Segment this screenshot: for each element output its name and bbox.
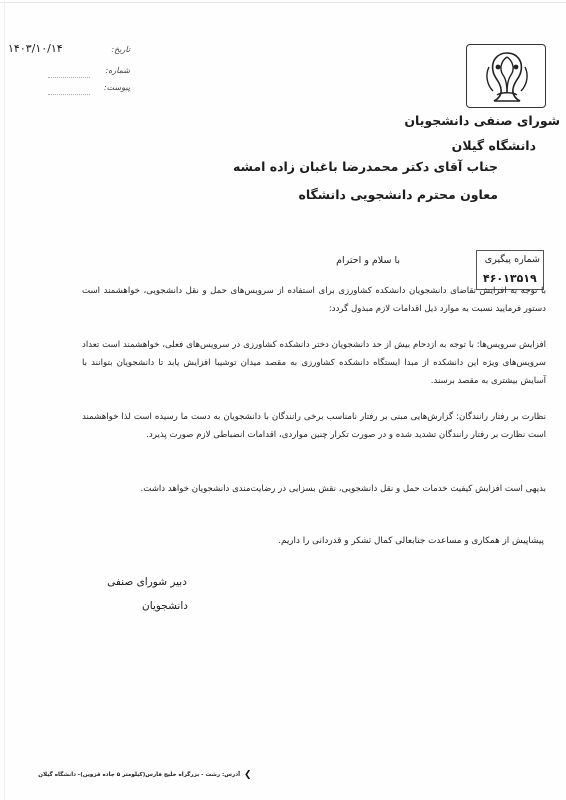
closing-paragraph: پیشاپیش از همکاری و مساعدت جنابعالی کمال تشکر و قدردانی را داریم.	[278, 536, 544, 546]
conclusion-paragraph: بدیهی است افزایش کیفیت خدمات حمل و نقل دانشجویی، نقش بسزایی در رضایت‌مندی دانشجویان خواهد داشت.	[140, 484, 546, 494]
date-label: تاریخ:	[111, 45, 130, 54]
recipient-name: جناب آقای دکتر محمدرضا باغبان زاده امشه	[233, 159, 498, 174]
left-edge-line	[4, 0, 5, 800]
service-increase-paragraph: افزایش سرویس‌ها: با توجه به ازدحام بیش از حد دانشجویان دختر دانشکده کشاورزی در سرویس‌های فعلی، خواهشمند است تعداد سرویس‌های ویژه این دانشکده از مبدا ایستگاه دانشکده کشاورزی به مقصد میدان توشیبا افزایش یابد تا دانشجویان بتوانند با آسایش بیشتری به مقصد برسند.	[82, 340, 546, 386]
date-row	[8, 44, 130, 58]
footer	[0, 766, 566, 786]
number-label: شماره:	[105, 66, 130, 75]
top-edge-line	[0, 2, 566, 3]
attachment-row	[8, 82, 130, 96]
university-emblem-icon	[466, 44, 546, 108]
date-value: ۱۴۰۳/۱۰/۱۴	[8, 42, 63, 55]
recipient-title: معاون محترم دانشجویی دانشگاه	[298, 187, 498, 202]
attachment-label: پیوست:	[103, 83, 130, 92]
signature-title: دبیر شورای صنفی	[107, 576, 187, 588]
footer-arrow-icon: ❮	[244, 770, 252, 780]
tracking-number: ۴۶۰۱۳۵۱۹	[483, 272, 537, 285]
university-name: دانشگاه گیلان	[451, 138, 536, 153]
intro-paragraph: با توجه به افزایش تقاضای دانشجویان دانشکده کشاورزی برای استفاده از سرویس‌های حمل و نقل دانشجویی، خواهشمند است دستور فرمایید نسبت به موارد ذیل اقدامات لازم مبذول گردد:	[82, 286, 546, 314]
attachment-line	[48, 94, 90, 95]
signature-subtitle: دانشجویان	[142, 600, 188, 612]
number-row	[8, 65, 130, 79]
tracking-label: شماره پیگیری	[484, 254, 540, 265]
driver-supervision-paragraph: نظارت بر رفتار رانندگان: گزارش‌هایی مبنی بر رفتار نامناسب برخی رانندگان با دانشجویان به دست ما رسیده است لذا خواهشمند است نظارت بر رفتار رانندگان تشدید شده و در صورت تکرار چنین مواردی، اقدامات انضباطی لازم صورت پذیرد.	[82, 412, 546, 440]
council-name: شورای صنفی دانشجویان	[404, 113, 560, 128]
number-line	[48, 77, 90, 78]
footer-address: آدرس: رشت - بزرگراه خلیج فارس(کیلومتر ۵ جاده قزوین)- دانشگاه گیلان	[38, 772, 240, 778]
greeting: با سلام و احترام	[336, 255, 400, 266]
